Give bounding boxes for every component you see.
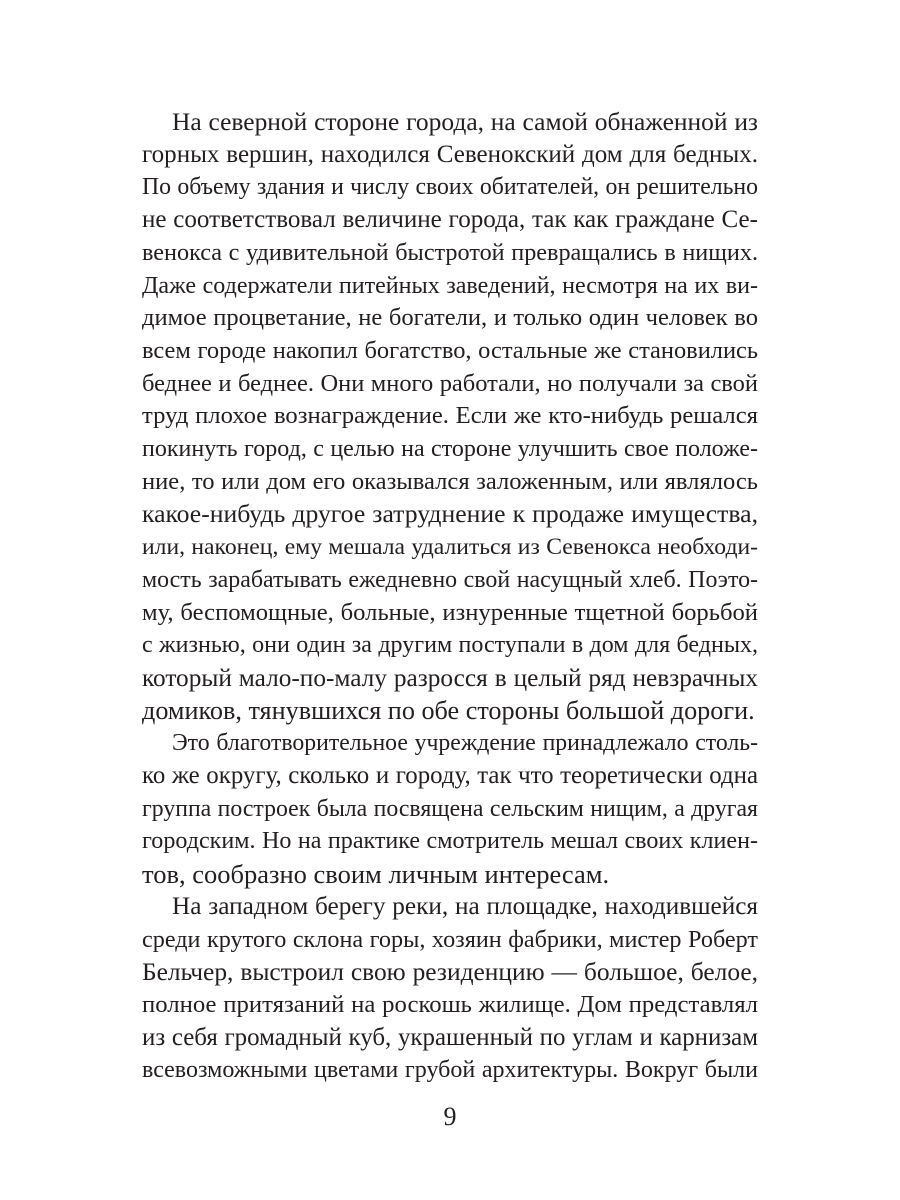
text-line: из себя громадный куб, украшенный по углам и карнизам: [142, 1023, 758, 1051]
page-body: [142, 106, 758, 1087]
text-line: домиков, тянувшихся по обе стороны большой дороги.: [142, 695, 755, 725]
text-line: или, наконец, ему мешала удалиться из Севенокса необходи-: [142, 534, 758, 561]
paragraph-1: [142, 106, 758, 727]
text-line: среди крутого склона горы, хозяин фабрики, мистер Роберт: [142, 925, 758, 953]
text-line: всевозможными цветами грубой архитектуры. Вокруг были: [142, 1057, 758, 1084]
text-line: ние, то или дом его оказывался заложенным, или являлось: [142, 467, 758, 495]
text-line: группа построек была посвящена сельским нищим, а другая: [142, 795, 758, 822]
text-line: покинуть город, с целью на стороне улучшить свое положе-: [142, 436, 758, 463]
text-line: труд плохое вознаграждение. Если же кто-нибудь решался: [142, 402, 758, 430]
text-line: который мало-по-малу разросся в целый ряд невзрачных: [142, 663, 758, 692]
text-line: всем городе накопил богатство, остальные же становились: [142, 336, 758, 364]
text-line: На западном берегу реки, на площадке, находившейся: [172, 892, 758, 920]
text-line: Даже содержатели питейных заведений, несмотря на их ви-: [142, 272, 758, 299]
text-line: полное притязаний на роскошь жилище. Дом представлял: [142, 990, 758, 1018]
text-line: с жизнью, они один за другим поступали в дом для бедных,: [142, 632, 758, 659]
text-line: По объему здания и числу своих обитателей, он решительно: [142, 174, 758, 201]
paragraph-2: [142, 727, 758, 891]
paragraph-3: [142, 891, 758, 1087]
text-line: тов, сообразно своим личным интересам.: [142, 859, 610, 890]
text-line: венокса с удивительной быстротой превращались в нищих.: [142, 238, 758, 266]
text-line: Это благотворительное учреждение принадлежало столь-: [172, 730, 758, 757]
text-line: димое процветание, не богатели, и только один человек во: [142, 304, 758, 332]
text-line: городским. Но на практике смотритель мешал своих клиен-: [142, 828, 758, 855]
page-number: 9: [443, 1102, 457, 1131]
text-line: не соответствовал величине города, так как граждане Се-: [142, 206, 758, 234]
text-line: Бельчер, выстроил свою резиденцию — большое, белое,: [142, 957, 758, 987]
text-line: беднее и беднее. Они много работали, но получали за свой: [142, 369, 758, 397]
text-line: му, беспомощные, больные, изнуренные тщетной борьбой: [142, 598, 758, 626]
text-line: какое-нибудь другое затруднение к продаже имущества,: [142, 499, 758, 529]
text-line: ко же округу, сколько и городу, так что теоретически одна: [142, 762, 758, 790]
text-line: горных вершин, находился Севенокский дом для бедных.: [142, 140, 758, 168]
text-line: мость зарабатывать ежедневно свой насущный хлеб. Поэто-: [142, 566, 758, 593]
text-line: На северной стороне города, на самой обнаженной из: [172, 107, 758, 136]
